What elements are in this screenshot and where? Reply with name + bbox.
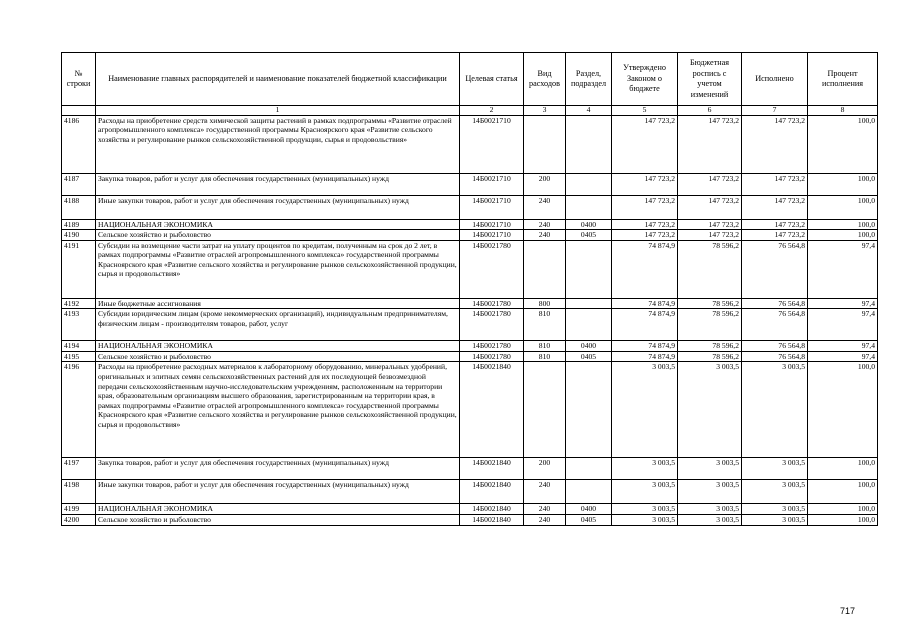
row-percent: 100,0 [808,458,878,480]
row-schedule: 147 723,2 [678,219,742,230]
row-executed: 3 003,5 [742,480,808,504]
row-name: Расходы на приобретение средств химической защиты растений в рамках подпрограммы «Развитие отраслей агропромышленного комплекса» государственной программы Красноярского края «Развитие сельского хозяйства и регулирование рынков сельскохозяйственной продукции, сырья и продовольствия» [96,115,460,173]
row-number: 4194 [62,341,96,352]
row-schedule: 3 003,5 [678,362,742,458]
header-name: Наименование главных распорядителей и наименование показателей бюджетной классификации [96,53,460,106]
table-row [62,362,878,458]
row-schedule: 147 723,2 [678,230,742,241]
row-number: 4191 [62,240,96,298]
column-number: 4 [566,106,612,116]
row-section [566,458,612,480]
row-name: Закупка товаров, работ и услуг для обеспечения государственных (муниципальных) нужд [96,458,460,480]
row-schedule: 3 003,5 [678,515,742,526]
row-section: 0405 [566,351,612,362]
row-section: 0405 [566,515,612,526]
row-target-article: 14Б0021710 [460,173,524,195]
row-approved: 3 003,5 [612,515,678,526]
row-percent: 100,0 [808,195,878,219]
row-percent: 100,0 [808,115,878,173]
row-name: Сельское хозяйство и рыболовство [96,230,460,241]
row-approved: 3 003,5 [612,362,678,458]
row-section [566,480,612,504]
row-target-article: 14Б0021840 [460,504,524,515]
row-section [566,362,612,458]
table-row [62,504,878,515]
row-percent: 100,0 [808,173,878,195]
table-row [62,351,878,362]
header-section: Раздел, подраздел [566,53,612,106]
row-name: Иные бюджетные ассигнования [96,298,460,309]
row-name: Закупка товаров, работ и услуг для обеспечения государственных (муниципальных) нужд [96,173,460,195]
row-expense-kind: 200 [524,458,566,480]
row-target-article: 14Б0021780 [460,298,524,309]
row-name: НАЦИОНАЛЬНАЯ ЭКОНОМИКА [96,504,460,515]
row-section [566,240,612,298]
row-percent: 97,4 [808,298,878,309]
row-executed: 76 564,8 [742,309,808,341]
row-executed: 147 723,2 [742,230,808,241]
table-row [62,515,878,526]
row-target-article: 14Б0021780 [460,351,524,362]
row-expense-kind: 200 [524,173,566,195]
row-approved: 147 723,2 [612,219,678,230]
table-row [62,341,878,352]
row-target-article: 14Б0021710 [460,115,524,173]
row-expense-kind [524,240,566,298]
row-number: 4192 [62,298,96,309]
row-approved: 147 723,2 [612,230,678,241]
column-number: 2 [460,106,524,116]
row-target-article: 14Б0021840 [460,515,524,526]
row-section: 0400 [566,504,612,515]
table-row [62,480,878,504]
row-percent: 97,4 [808,240,878,298]
header-approved: Утверждено Законом о бюджете [612,53,678,106]
table-row [62,173,878,195]
row-target-article: 14Б0021780 [460,240,524,298]
row-executed: 76 564,8 [742,351,808,362]
row-target-article: 14Б0021710 [460,195,524,219]
header-budget-schedule: Бюджетная роспись с учетом изменений [678,53,742,106]
row-percent: 100,0 [808,362,878,458]
row-executed: 147 723,2 [742,173,808,195]
table-row [62,115,878,173]
table-row [62,230,878,241]
row-section [566,173,612,195]
row-expense-kind [524,362,566,458]
row-approved: 3 003,5 [612,480,678,504]
row-section [566,298,612,309]
row-schedule: 147 723,2 [678,173,742,195]
column-number: 7 [742,106,808,116]
row-percent: 97,4 [808,351,878,362]
row-approved: 74 874,9 [612,309,678,341]
row-expense-kind: 240 [524,504,566,515]
row-number: 4200 [62,515,96,526]
row-number: 4199 [62,504,96,515]
row-target-article: 14Б0021840 [460,362,524,458]
row-approved: 147 723,2 [612,173,678,195]
row-percent: 100,0 [808,480,878,504]
row-schedule: 78 596,2 [678,351,742,362]
row-number: 4186 [62,115,96,173]
header-target-article: Целевая статья [460,53,524,106]
row-approved: 74 874,9 [612,341,678,352]
budget-sheet [61,52,877,526]
row-percent: 100,0 [808,504,878,515]
row-approved: 147 723,2 [612,115,678,173]
row-number: 4189 [62,219,96,230]
row-number: 4195 [62,351,96,362]
row-number: 4196 [62,362,96,458]
row-expense-kind: 810 [524,309,566,341]
column-number: 5 [612,106,678,116]
row-section [566,195,612,219]
page-number: 717 [840,606,856,616]
row-target-article: 14Б0021840 [460,480,524,504]
table-row [62,309,878,341]
row-executed: 3 003,5 [742,362,808,458]
row-executed: 3 003,5 [742,458,808,480]
budget-execution-table [61,52,878,526]
row-expense-kind [524,115,566,173]
row-executed: 147 723,2 [742,195,808,219]
row-executed: 76 564,8 [742,341,808,352]
row-schedule: 147 723,2 [678,195,742,219]
table-header-row [62,53,878,106]
row-expense-kind: 240 [524,480,566,504]
row-expense-kind: 800 [524,298,566,309]
table-row [62,458,878,480]
row-executed: 76 564,8 [742,240,808,298]
row-target-article: 14Б0021840 [460,458,524,480]
column-number: 3 [524,106,566,116]
row-section: 0405 [566,230,612,241]
column-number: 6 [678,106,742,116]
row-number: 4188 [62,195,96,219]
row-name: Иные закупки товаров, работ и услуг для обеспечения государственных (муниципальных) нужд [96,480,460,504]
row-percent: 97,4 [808,341,878,352]
row-expense-kind: 240 [524,515,566,526]
table-row [62,298,878,309]
row-approved: 74 874,9 [612,351,678,362]
row-number: 4190 [62,230,96,241]
column-number: 1 [96,106,460,116]
row-executed: 3 003,5 [742,504,808,515]
row-name: Сельское хозяйство и рыболовство [96,515,460,526]
row-approved: 3 003,5 [612,458,678,480]
row-percent: 100,0 [808,515,878,526]
column-number-row [62,106,878,116]
row-approved: 74 874,9 [612,240,678,298]
row-approved: 3 003,5 [612,504,678,515]
row-executed: 76 564,8 [742,298,808,309]
row-expense-kind: 240 [524,219,566,230]
column-number: 8 [808,106,878,116]
row-schedule: 78 596,2 [678,298,742,309]
table-row [62,240,878,298]
column-number [62,106,96,116]
row-percent: 100,0 [808,230,878,241]
row-expense-kind: 240 [524,195,566,219]
row-section [566,115,612,173]
row-name: Субсидии юридическим лицам (кроме некоммерческих организаций), индивидуальным предпринимателям, физическим лицам - производителям товаров, работ, услуг [96,309,460,341]
table-row [62,219,878,230]
row-section: 0400 [566,219,612,230]
row-schedule: 3 003,5 [678,504,742,515]
row-approved: 74 874,9 [612,298,678,309]
header-row-number: № строки [62,53,96,106]
row-schedule: 3 003,5 [678,480,742,504]
row-percent: 97,4 [808,309,878,341]
row-target-article: 14Б0021780 [460,309,524,341]
row-name: Сельское хозяйство и рыболовство [96,351,460,362]
row-target-article: 14Б0021710 [460,230,524,241]
table-row [62,195,878,219]
row-schedule: 3 003,5 [678,458,742,480]
row-name: Субсидии на возмещение части затрат на уплату процентов по кредитам, полученным на срок до 2 лет, в рамках подпрограммы «Развитие отраслей агропромышленного комплекса» государственной программы Красноярского края «Развитие сельского хозяйства и регулирование рынков сельскохозяйственной продукции, сырья и продовольствия» [96,240,460,298]
row-executed: 147 723,2 [742,219,808,230]
row-schedule: 78 596,2 [678,341,742,352]
row-section: 0400 [566,341,612,352]
row-schedule: 147 723,2 [678,115,742,173]
row-percent: 100,0 [808,219,878,230]
header-percent: Процент исполнения [808,53,878,106]
row-expense-kind: 240 [524,230,566,241]
row-number: 4197 [62,458,96,480]
row-executed: 147 723,2 [742,115,808,173]
row-number: 4193 [62,309,96,341]
row-number: 4187 [62,173,96,195]
row-name: Расходы на приобретение расходных материалов к лабораторному оборудованию, минеральных удобрений, оригинальных и элитных семян сельскохозяйственных растений для их последующей безвозмездной передачи сельскохозяйственным научно-исследовательским учреждениям, расположенным на территории края, образовательным организациям высшего образования, зарегистрированным на территории края, в рамках подпрограммы «Развитие отраслей агропромышленного комплекса» государственной программы Красноярского края «Развитие сельского хозяйства и регулирование рынков сельскохозяйственной продукции, сырья и продовольствия» [96,362,460,458]
row-target-article: 14Б0021780 [460,341,524,352]
row-expense-kind: 810 [524,341,566,352]
row-section [566,309,612,341]
row-executed: 3 003,5 [742,515,808,526]
row-schedule: 78 596,2 [678,240,742,298]
row-name: НАЦИОНАЛЬНАЯ ЭКОНОМИКА [96,219,460,230]
row-number: 4198 [62,480,96,504]
row-schedule: 78 596,2 [678,309,742,341]
header-expense-kind: Вид расходов [524,53,566,106]
row-name: Иные закупки товаров, работ и услуг для обеспечения государственных (муниципальных) нужд [96,195,460,219]
row-target-article: 14Б0021710 [460,219,524,230]
header-executed: Исполнено [742,53,808,106]
row-name: НАЦИОНАЛЬНАЯ ЭКОНОМИКА [96,341,460,352]
row-approved: 147 723,2 [612,195,678,219]
row-expense-kind: 810 [524,351,566,362]
